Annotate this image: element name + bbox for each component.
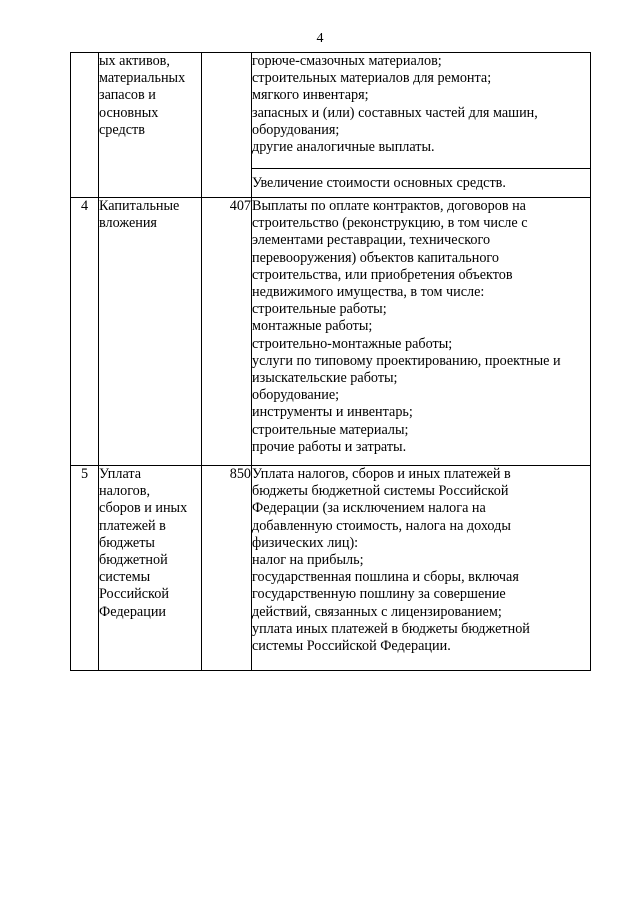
row-code xyxy=(202,53,252,198)
row-description-line: оборудования; xyxy=(252,121,340,138)
page-number: 4 xyxy=(316,31,324,46)
row-description-line: строительные материалы; xyxy=(252,421,409,438)
row-description-line: услуги по типовому проектированию, проектные и xyxy=(252,352,561,369)
row-description-line: строительства, или приобретения объектов xyxy=(252,266,513,283)
row-description-line: Выплаты по оплате контрактов, договоров на xyxy=(252,198,526,214)
row-description-line: строительные работы; xyxy=(252,301,387,318)
row-name xyxy=(99,466,202,671)
row-description-line: недвижимого имущества, в том числе: xyxy=(252,284,485,301)
row-description-line: Федерации (за исключением налога на xyxy=(252,500,486,517)
row-name-line: материальных xyxy=(99,70,186,87)
row-code: 850 xyxy=(202,466,252,671)
row-description-line: системы Российской Федерации. xyxy=(252,638,451,655)
row-description-line: элементами реставрации, технического xyxy=(252,232,491,249)
row-description-line: государственная пошлина и сборы, включая xyxy=(252,569,519,586)
row-description-line: строительных материалов для ремонта; xyxy=(252,70,492,87)
row-number: 4 xyxy=(71,198,99,466)
row-name-line: Капитальные xyxy=(99,198,180,214)
row-name-line: Федерации xyxy=(99,603,167,620)
row-description-line: запасных и (или) составных частей для машин, xyxy=(252,104,538,121)
row-name-line: ых активов, xyxy=(99,53,170,69)
row-description xyxy=(252,466,591,671)
row-description-line: другие аналогичные выплаты. xyxy=(252,139,435,156)
row-name xyxy=(99,198,202,466)
expense-table xyxy=(70,52,591,671)
row-description-line: государственную пошлину за совершение xyxy=(252,586,506,603)
row-name-line: вложения xyxy=(99,215,157,232)
row-description-line: Увеличение стоимости основных средств. xyxy=(252,175,506,191)
row-name-line: сборов и иных xyxy=(99,500,188,517)
row-name xyxy=(99,53,202,198)
row-description-line: строительство (реконструкцию, в том числе с xyxy=(252,215,528,232)
row-description-line: уплата иных платежей в бюджеты бюджетной xyxy=(252,620,530,637)
row-description-line: изыскательские работы; xyxy=(252,370,398,387)
row-name-line: основных xyxy=(99,104,159,121)
row-name-line: Российской xyxy=(99,586,169,603)
row-name-line: Уплата xyxy=(99,466,142,482)
row-description-line: строительно-монтажные работы; xyxy=(252,335,453,352)
row-description-line: бюджеты бюджетной системы Российской xyxy=(252,483,509,500)
row-name-line: бюджеты xyxy=(99,534,155,551)
row-name-line: системы xyxy=(99,569,151,586)
row-description-line: Уплата налогов, сборов и иных платежей в xyxy=(252,466,511,482)
row-number xyxy=(71,53,99,198)
row-description-line: монтажные работы; xyxy=(252,318,373,335)
row-name-line: запасов и xyxy=(99,87,156,104)
row-name-line: средств xyxy=(99,121,145,138)
row-description-line: инструменты и инвентарь; xyxy=(252,404,413,421)
row-description-line: действий, связанных с лицензированием; xyxy=(252,603,502,620)
row-description-line: налог на прибыль; xyxy=(252,552,364,569)
table-row xyxy=(71,198,591,466)
row-description-line: прочие работы и затраты. xyxy=(252,438,407,455)
row-description xyxy=(252,169,591,198)
row-description-line: оборудование; xyxy=(252,387,340,404)
table-row xyxy=(71,53,591,169)
row-description-line: физических лиц): xyxy=(252,534,359,551)
row-name-line: бюджетной xyxy=(99,552,168,569)
row-number: 5 xyxy=(71,466,99,671)
row-description-line: добавленную стоимость, налога на доходы xyxy=(252,517,511,534)
row-description xyxy=(252,53,591,169)
row-description-line: перевооружения) объектов капитального xyxy=(252,249,499,266)
row-description-line: мягкого инвентаря; xyxy=(252,87,369,104)
table-row xyxy=(71,466,591,671)
row-name-line: платежей в xyxy=(99,517,166,534)
row-name-line: налогов, xyxy=(99,483,150,500)
row-code: 407 xyxy=(202,198,252,466)
row-description-line: горюче-смазочных материалов; xyxy=(252,53,442,69)
row-description xyxy=(252,198,591,466)
